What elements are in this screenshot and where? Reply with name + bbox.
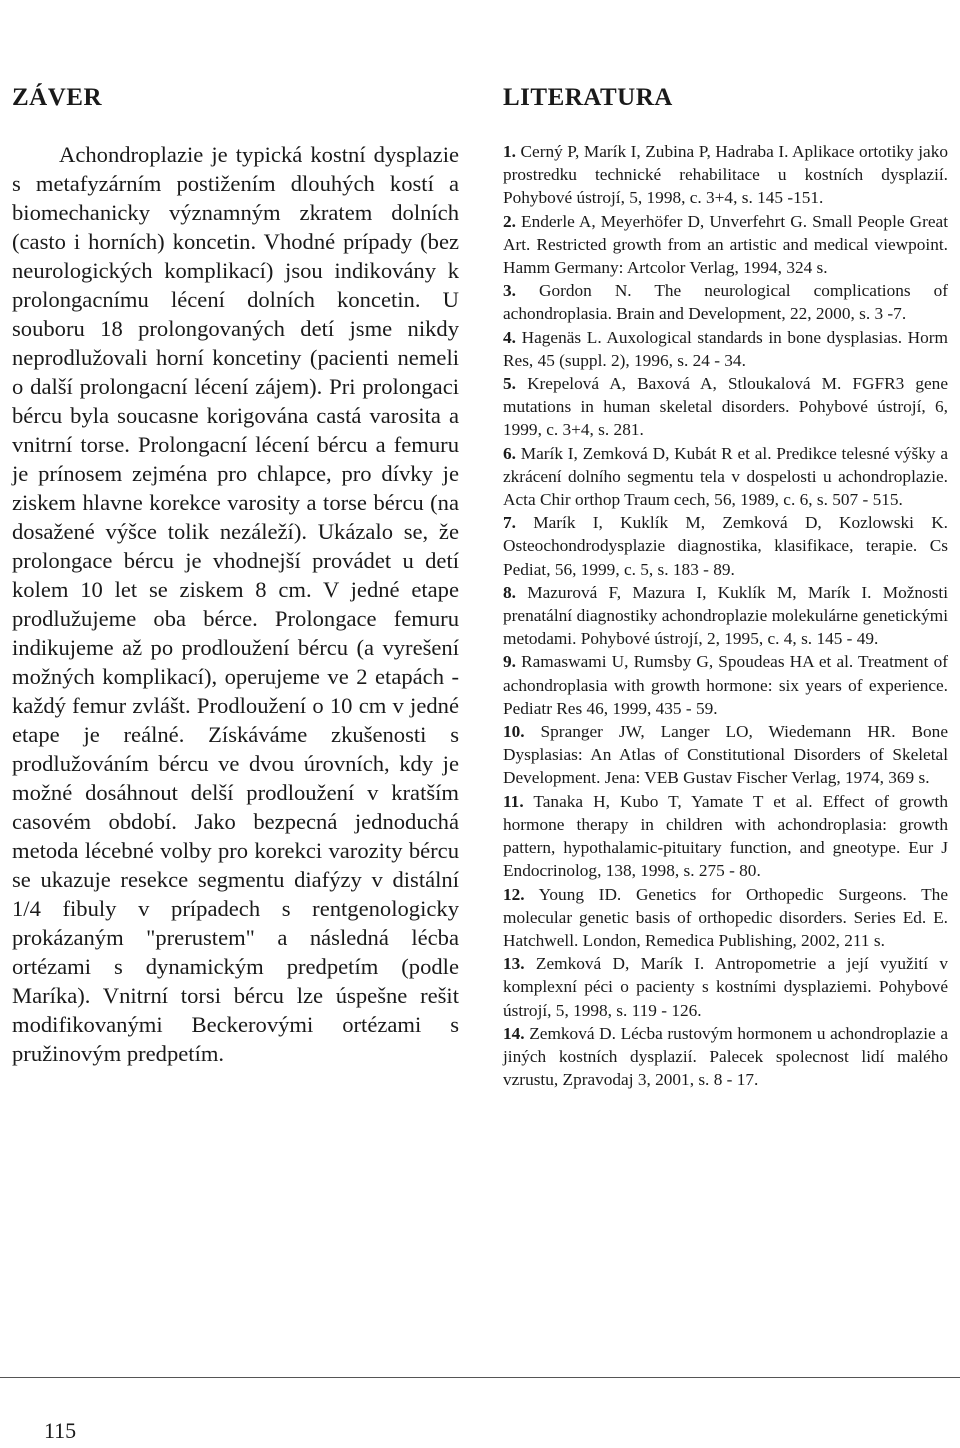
reference-item <box>503 1022 948 1092</box>
reference-text: Enderle A, Meyerhöfer D, Unverfehrt G. Small People Great Art. Restricted growth from an artistic and medical viewpoint. Hamm Germany: Artcolor Verlag, 1994, 324 s. <box>503 211 948 278</box>
reference-text: Cerný P, Marík I, Zubina P, Hadraba I. Aplikace ortotiky jako prostredku technické rehabilitace u kostních dysplazií. Pohybové ústrojí, 5, 1998, c. 3+4, s. 145 -151. <box>503 142 948 208</box>
reference-item <box>503 372 948 442</box>
references-section <box>503 82 948 1091</box>
page-number: 115 <box>44 1418 77 1443</box>
reference-text: Mazurová F, Mazura I, Kuklík M, Marík I. Možnosti prenatální diagnostiky achondroplazie molekulárne genetickými metodami. Pohybové ústrojí, 2, 1995, c. 4, s. 145 - 49. <box>503 582 948 649</box>
reference-number: 2. <box>503 211 516 231</box>
reference-item <box>503 140 948 210</box>
reference-number: 8. <box>503 582 516 602</box>
reference-number: 7. <box>503 513 516 533</box>
reference-text: Hagenäs L. Auxological standards in bone dysplasias. Horm Res, 45 (suppl. 2), 1996, s. 24 - 34. <box>503 327 948 370</box>
reference-item <box>503 279 948 325</box>
reference-number: 11. <box>503 791 524 811</box>
reference-text: Gordon N. The neurological complications of achondroplasia. Brain and Development, 22, 2000, s. 3 -7. <box>503 281 948 324</box>
reference-number: 3. <box>503 281 516 301</box>
reference-number: 6. <box>503 443 516 463</box>
footer-divider <box>0 1377 960 1378</box>
conclusion-section <box>12 82 459 1091</box>
references-heading: LITERATURA <box>503 84 673 111</box>
reference-item <box>503 326 948 372</box>
reference-item <box>503 790 948 883</box>
reference-item <box>503 442 948 512</box>
reference-text: Zemková D, Marík I. Antropometrie a její využití v komplexní péci o pacienty s kostními dysplaziemi. Pohybové ústrojí, 5, 1998, s. 119 - 126. <box>503 954 948 1020</box>
reference-text: Marík I, Zemková D, Kubát R et al. Predikce telesné výšky a zkrácení dolního segmentu tela v dospelosti u achondroplazie. Acta Chir orthop Traum cech, 56, 1989, c. 6, s. 507 - 515. <box>503 443 948 510</box>
reference-list <box>503 140 948 1091</box>
reference-text: Zemková D. Lécba rustovým hormonem u achondroplazie a jiných kostních dysplazií. Palecek spolecnost lidí malého vzrustu, Zpravodaj 3, 2001, s. 8 - 17. <box>503 1023 948 1090</box>
reference-number: 4. <box>503 327 516 347</box>
reference-item <box>503 511 948 581</box>
reference-number: 13. <box>503 954 525 974</box>
reference-item <box>503 883 948 953</box>
reference-item <box>503 650 948 720</box>
conclusion-heading: ZÁVER <box>12 84 103 111</box>
reference-item <box>503 581 948 651</box>
reference-text: Krepelová A, Baxová A, Stloukalová M. FGFR3 gene mutations in human skeletal disorders. Pohybové ústrojí, 6, 1999, c. 3+4, s. 281. <box>503 374 948 440</box>
reference-text: Tanaka H, Kubo T, Yamate T et al. Effect of growth hormone therapy in children with achondroplasia: growth pattern, hypothalamic-pituitary function, and gneotype. Eur J Endocrinolog, 138, 1998, s. 275 - 80. <box>503 791 948 881</box>
conclusion-body: Achondroplazie je typická kostní dysplazie s metafyzárním postižením dlouhých kostí a biomechanicky významným zkratem dolních (casto i horních) koncetin. Vhodné prípady (bez neurologických komplikací) jsou indikovány k prolongacnímu lécení dolních koncetin. U souboru 18 prolongovaných detí jsme nikdy neprodlužovali horní koncetiny (pacienti nemeli o další prolongacní lécení zájem). Pri prolongaci bércu byla soucasne korigována castá varosita a vnitrní torse. Prolongacní lécení bércu a femuru je prínosem zejména pro chlapce, pro dívky je ziskem hlavne korekce varosity a torse bércu (na dosažené výšce tolik nezáleží). Ukázalo se, že prolongace bércu je vhodnejší provádet u detí kolem 10 let se ziskem 8 cm. V jedné etape prodlužujeme oba bérce. Prolongace femuru indikujeme až po prodloužení bércu (a vyrešení možných komplikací), operujeme ve 2 etapách - každý femur zvlášt. Prodloužení o 10 cm v jedné etape je reálné. Získáváme zkušenosti s prodlužováním bércu ve dvou úrovních, kdy je možné dosáhnout delší prodloužení v kratším casovém období. Jako bezpecná jednoduchá metoda lécebné volby pro korekci varozity bércu se ukazuje resekce segmentu diafýzy v distální 1/4 fibuly v prípadech s rentgenologicky prokázaným "prerustem" a následná lécba ortézami s dynamickým predpetím (podle Maríka). Vnitrní torsi bércu lze úspešne rešit modifikovanými Beckerovými ortézami s pružinovým predpetím. <box>12 142 459 1066</box>
reference-text: Young ID. Genetics for Orthopedic Surgeons. The molecular genetic basis of orthopedic disorders. Series Ed. E. Hatchwell. London, Remedica Publishing, 2002, 211 s. <box>503 884 948 950</box>
reference-text: Spranger JW, Langer LO, Wiedemann HR. Bone Dysplasias: An Atlas of Constitutional Disorders of Skeletal Development. Jena: VEB Gustav Fischer Verlag, 1974, 369 s. <box>503 722 948 788</box>
reference-number: 9. <box>503 652 516 672</box>
reference-text: Marík I, Kuklík M, Zemková D, Kozlowski K. Osteochondrodysplazie diagnostika, klasifikace, terapie. Cs Pediat, 56, 1999, c. 5, s. 183 - 89. <box>503 513 948 579</box>
reference-number: 5. <box>503 374 516 394</box>
reference-number: 1. <box>503 142 516 161</box>
reference-text: Ramaswami U, Rumsby G, Spoudeas HA et al. Treatment of achondroplasia with growth hormone: six years of experience. Pediatr Res 46, 1999, 435 - 59. <box>503 652 948 718</box>
reference-number: 10. <box>503 722 525 742</box>
reference-item <box>503 720 948 790</box>
reference-item <box>503 210 948 280</box>
reference-number: 12. <box>503 884 525 904</box>
reference-item <box>503 952 948 1022</box>
reference-number: 14. <box>503 1023 525 1043</box>
